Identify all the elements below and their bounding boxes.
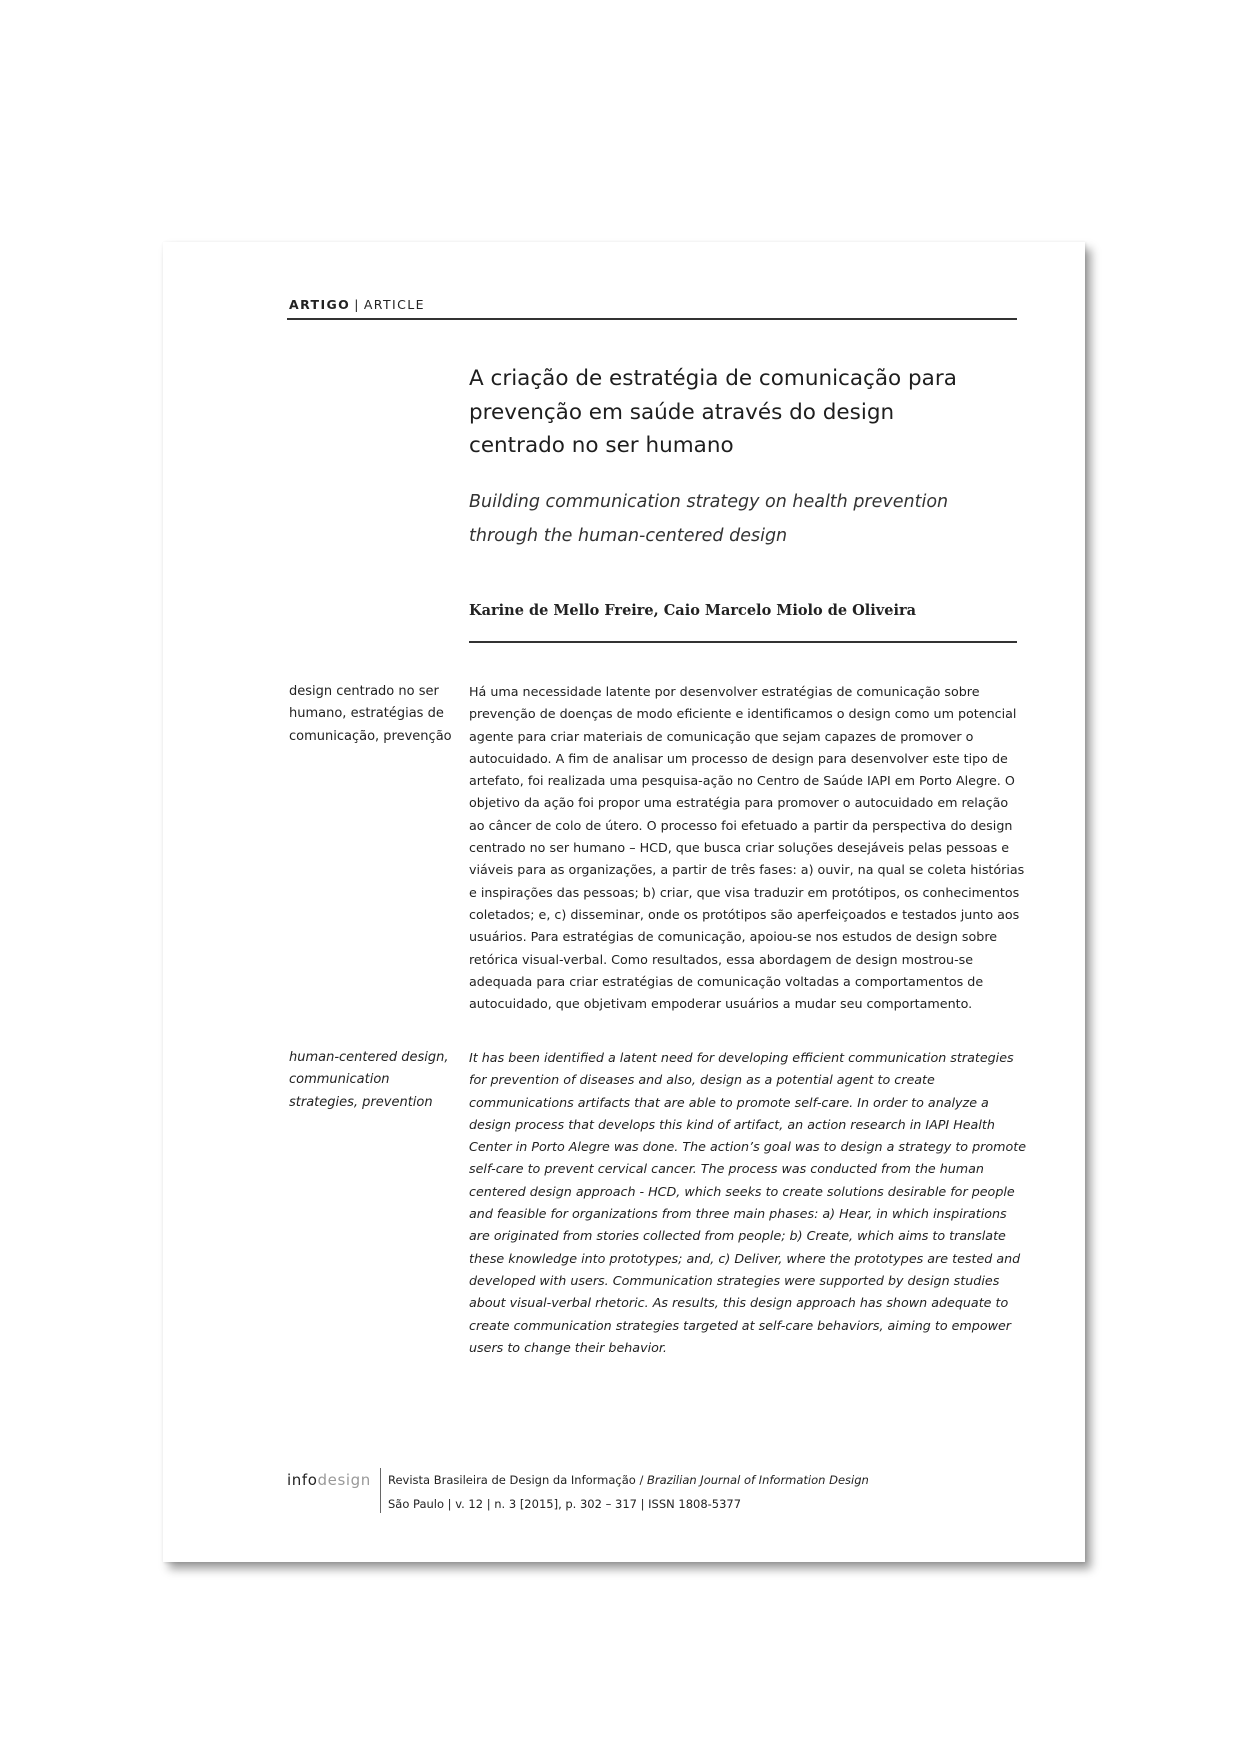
keywords-pt: design centrado no ser humano, estratégias de comunicação, prevenção <box>289 684 452 744</box>
journal-name-pt: Revista Brasileira de Design da Informação <box>388 1473 636 1487</box>
infodesign-logo <box>287 1471 371 1489</box>
article-authors: Karine de Mello Freire, Caio Marcelo Miolo de Oliveira <box>469 602 917 619</box>
section-label <box>289 297 425 312</box>
abstract-en: It has been identified a latent need for developing efficient communication strategies for prevention of diseases and also, design as a potential agent to create communications artifacts that are able to promote self-care. In order to analyze a design process that develops this kind of artifact, an action research in IAPI Health Center in Porto Alegre was done. The action’s goal was to design a strategy to promote self-care to prevent cervical cancer. The process was conducted from the human centered design approach - HCD, which seeks to create solutions desirable for people and feasible for organizations from three main phases: a) Hear, in which inspirations are originated from stories collected from people; b) Create, which aims to translate these knowledge into prototypes; and, c) Deliver, where the prototypes are tested and developed with users. Communication strategies were supported by design studies about visual-verbal rhetoric. As results, this design approach has shown adequate to create communication strategies targeted at self-care behaviors, aiming to empower users to change their behavior. <box>469 1050 1027 1355</box>
footer-divider <box>380 1468 381 1513</box>
header-rule <box>287 318 1017 320</box>
article-subtitle: Building communication strategy on health prevention through the human-centered design <box>469 492 949 546</box>
logo-info-text: info <box>287 1471 318 1489</box>
section-label-pt: ARTIGO <box>289 297 351 312</box>
journal-name-en: Brazilian Journal of Information Design <box>647 1473 869 1487</box>
journal-name-slash: / <box>635 1473 648 1487</box>
journal-name <box>388 1473 869 1487</box>
authors-rule <box>469 641 1017 643</box>
article-title: A criação de estratégia de comunicação para prevenção em saúde através do design centrado no ser humano <box>469 366 957 458</box>
journal-citation: São Paulo | v. 12 | n. 3 [2015], p. 302 – 317 | ISSN 1808-5377 <box>388 1497 742 1511</box>
logo-design-text: design <box>317 1471 371 1489</box>
section-label-en: ARTICLE <box>363 297 425 312</box>
keywords-en: human-centered design, communication strategies, prevention <box>289 1050 449 1110</box>
abstract-pt: Há uma necessidade latente por desenvolver estratégias de comunicação sobre prevenção de doenças de modo eficiente e identificamos o design como um potencial agente para criar materiais de comunicação que sejam capazes de promover o autocuidado. A fim de analisar um processo de design para desenvolver este tipo de artefato, foi realizada uma pesquisa-ação no Centro de Saúde IAPI em Porto Alegre. O objetivo da ação foi propor uma estratégia para promover o autocuidado em relação ao câncer de colo de útero. O processo foi efetuado a partir da perspectiva do design centrado no ser humano – HCD, que busca criar soluções desejáveis pelas pessoas e viáveis para as organizações, a partir de três fases: a) ouvir, na qual se coleta histórias e inspirações das pessoas; b) criar, que visa traduzir em protótipos, os conhecimentos coletados; e, c) disseminar, onde os protótipos são aperfeiçoados e testados junto aos usuários. Para estratégias de comunicação, apoiou-se nos estudos de design sobre retórica visual-verbal. Como resultados, essa abordagem de design mostrou-se adequada para criar estratégias de comunicação voltadas a comportamentos de autocuidado, que objetivam empoderar usuários a mudar seu comportamento. <box>469 684 1025 1012</box>
section-label-separator: | <box>354 297 360 312</box>
